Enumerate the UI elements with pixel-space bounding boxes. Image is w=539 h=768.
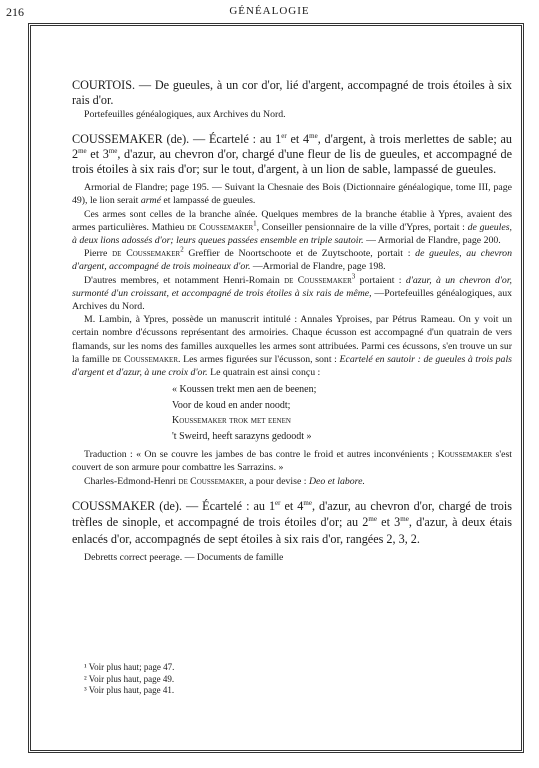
blazon-c: , d'argent, à trois merlettes de sable; au 2 (72, 131, 512, 161)
coussemaker-name: COUSSEMAKER (de). (72, 131, 190, 146)
verse-line: Voor de koud en ander noodt; (172, 399, 291, 411)
text: Le quatrain est ainsi conçu : (207, 367, 321, 379)
courtois-entry (72, 78, 512, 108)
text: armé (140, 195, 161, 207)
blazon-b: et 4 (286, 131, 310, 146)
text: . Les armes figurées sur l'écusson, sont : (178, 353, 340, 365)
sup: er (275, 498, 281, 507)
text: Pierre (84, 248, 113, 260)
coussmaker-entry (72, 498, 512, 548)
sup: er (281, 131, 287, 140)
text: Charles-Edmond-Henri (84, 475, 179, 487)
courtois-name: COURTOIS. (72, 78, 136, 92)
footnotes (84, 662, 174, 697)
text: M. Lambin, à Ypres, possède un manuscrit intitulé : Annales Yproises, par Pétrus Rameau. On y voit un certain nombre d'écussons représentant des armoiries. Chaque écusson est accompagné d'un quatrain de vers flamands, sur les noms des familles auxquelles les armes sont attribuées. Parmi ces écussons, s'en trouve un sur la famille (72, 314, 512, 365)
footnote-ref: 1 (253, 219, 257, 228)
blazon-a: — Écartelé : au 1 (189, 131, 282, 146)
footnote: ³ Voir plus haut, page 41. (84, 685, 175, 696)
sup: me (368, 515, 377, 524)
text: s'est couvert de son armure pour combattre les Sarrazins. » (72, 449, 512, 474)
footnote: ² Voir plus haut, page 49. (84, 673, 175, 684)
sup: me (309, 131, 318, 140)
text: de Coussemaker (284, 274, 352, 286)
text: Greffier de Noortschoote et de Zuytschoote, portait : (183, 248, 416, 260)
blazon-b: et 4 (280, 498, 304, 513)
sup: me (108, 146, 118, 155)
text: de gueules, à deux lions adossés d'or; leurs queues passées ensemble en triple sautoir. (72, 221, 512, 247)
verse-line: Koussemaker trok met eenen (172, 415, 291, 427)
paragraph (72, 247, 512, 273)
flemish-quatrain (172, 382, 512, 444)
blazon-e: , d'azur, au chevron d'or, chargé d'une fleur de lis de gueules, et accompagné de trois étoiles à six rais d'or; sur le tout, d'argent, à un lion de sable, lampassé de gueules. (72, 146, 512, 177)
coussemaker-entry (72, 132, 512, 178)
text: —Armorial de Flandre, page 198. (250, 261, 386, 273)
paragraph (72, 181, 512, 207)
blazon-e: , d'azur, à deux étais enlacés d'or, accompagnés de sept étoiles à six rais d'or, rangées 2, 3, 2. (72, 515, 512, 546)
main-text (72, 78, 512, 565)
text: et lampassé de gueules. (160, 195, 256, 207)
sup: me (78, 146, 87, 155)
text: portaient : (355, 274, 406, 286)
page-number: 216 (6, 5, 24, 19)
paragraph (72, 208, 512, 248)
paragraph (72, 313, 512, 379)
footnote-ref: 3 (351, 272, 356, 281)
text: — Armorial de Flandre, page 200. (363, 235, 501, 247)
text: Armorial de Flandre; page 195. — Suivant la Chesnaie des Bois (Dictionnaire généalogique, tome III, page 49), le lion serait (72, 182, 512, 207)
text: d'azur, à un chevron d'or, surmonté d'un croissant, et accompagné de trois étoiles à six rais de même, (72, 274, 513, 299)
coussmaker-source: Debretts correct peerage. — Documents de famille (84, 552, 284, 564)
text: de gueules, au chevron d'argent, accompagné de trois moineaux d'or. (72, 248, 512, 273)
text: , Conseiller pensionnaire de la ville d'Ypres, portait : (256, 221, 468, 233)
footnote-ref: 2 (180, 245, 184, 254)
text: de Coussemaker (187, 221, 254, 233)
sup: me (400, 515, 409, 524)
text: Koussemaker (437, 449, 493, 461)
footnote: ¹ Voir plus haut; page 47. (84, 662, 175, 672)
running-head: GÉNÉALOGIE (229, 5, 310, 17)
text: Deo et labore. (308, 475, 365, 487)
paragraph (72, 475, 512, 488)
text: de Coussemaker (178, 475, 245, 487)
blazon-d: et 3 (376, 515, 401, 530)
text: Traduction : « On se couvre les jambes de bas contre le froid et autres inconvénients ; (84, 449, 438, 461)
text: Ecartelé en sautoir : de gueules à trois pals d'argent et d'azur, à une croix d'or. (72, 353, 512, 379)
text: —Portefeuilles généalogiques, aux Archives du Nord. (72, 287, 512, 313)
text: D'autres membres, et notamment Henri-Romain (84, 274, 285, 286)
text: de Coussemaker (112, 248, 181, 260)
paragraph (72, 274, 512, 314)
text: de Coussemaker (112, 353, 179, 365)
verse-line: 't Sweird, heeft sarazyns gedoodt » (172, 430, 312, 442)
sup: me (303, 498, 312, 507)
blazon-c: , d'azur, au chevron d'or, chargé de trois trèfles de sinople, et accompagné de trois étoiles d'or; au 2 (72, 498, 512, 530)
text: , a pour devise : (244, 475, 309, 487)
courtois-source: Portefeuilles généalogiques, aux Archives du Nord. (84, 109, 286, 121)
blazon-a: — Écartelé : au 1 (181, 498, 276, 513)
coussmaker-name: COUSSMAKER (de). (72, 498, 182, 513)
courtois-blazon: — De gueules, à un cor d'or, lié d'argent, accompagné de trois étoiles à six rais d'or. (72, 78, 512, 108)
text: Ces armes sont celles de la branche aînée. Quelques membres de la branche établie à Ypres, avaient des armes particulières. Mathieu (72, 208, 512, 233)
paragraph (72, 448, 512, 474)
blazon-d: et 3 (86, 146, 109, 161)
verse-line: « Koussen trekt men aen de beenen; (172, 384, 317, 396)
